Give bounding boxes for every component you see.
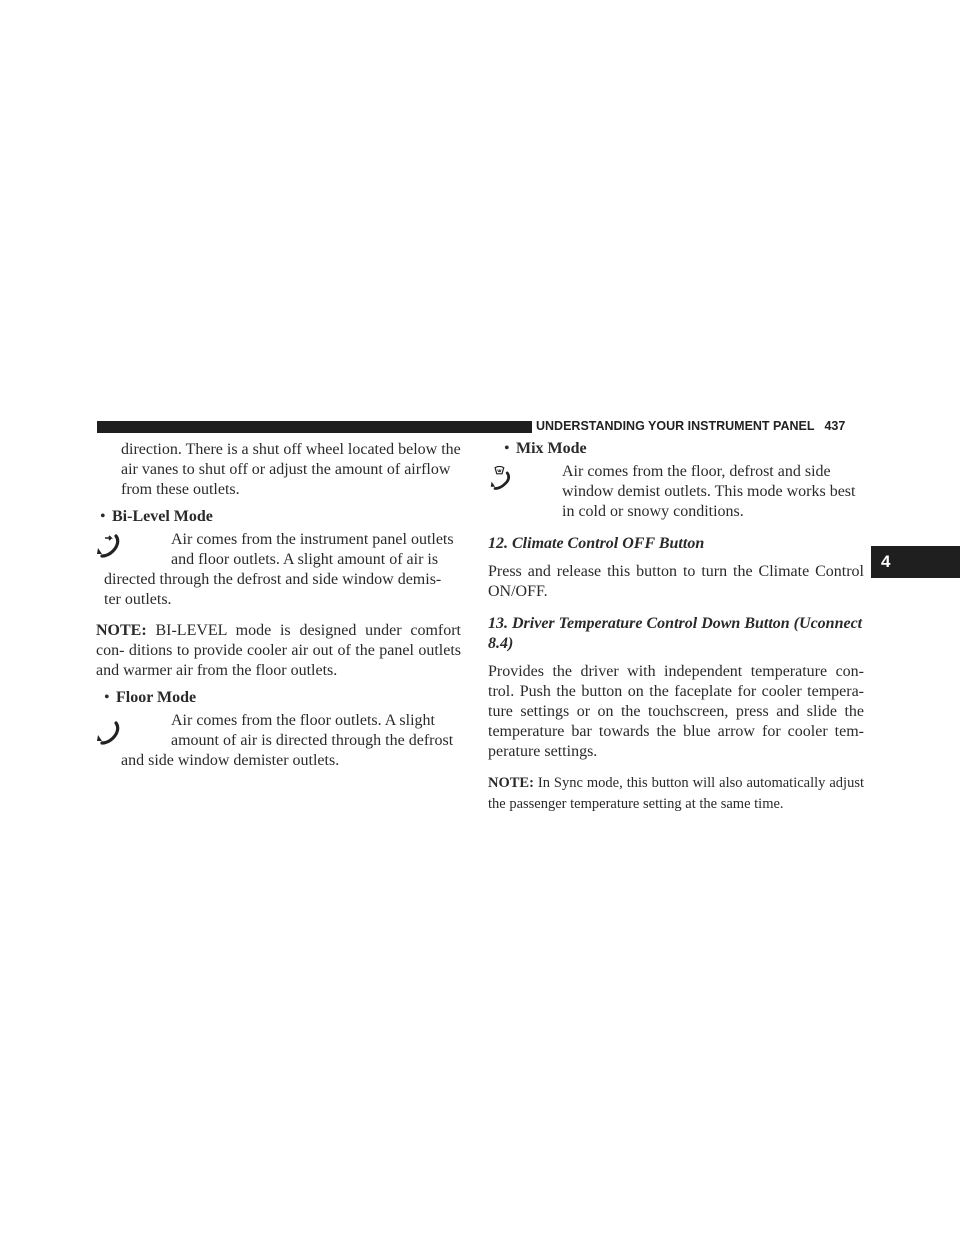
header-rule <box>97 421 532 433</box>
mix-title: Mix Mode <box>516 440 587 457</box>
floor-line-2: amount of air is directed through the defrost <box>171 732 454 749</box>
bilevel-line-2: and floor outlets. A slight amount of air is <box>171 551 439 568</box>
floor-title: Floor Mode <box>116 689 197 706</box>
note-sync-text: In Sync mode, this button will also automatically adjust the passenger temperature setting at the same time. <box>488 775 865 812</box>
page-number: 437 <box>824 419 846 433</box>
floor-block <box>96 711 461 771</box>
mix-bullet: • Mix Mode <box>504 440 587 457</box>
running-header <box>536 419 845 433</box>
floor-airflow-icon <box>96 721 124 747</box>
bilevel-line-4: ter outlets. <box>104 591 172 608</box>
floor-line-1: Air comes from the floor outlets. A slight <box>171 712 435 729</box>
right-column <box>488 440 864 815</box>
intro-line-2: air vanes to shut off or adjust the amount of airflow <box>121 461 451 478</box>
note-text: BI-LEVEL mode is designed under comfort con- ditions to provide cooler air out of the panel outlets and warmer air from the floor outlets. <box>96 622 461 679</box>
left-column <box>96 440 461 771</box>
bilevel-line-3: directed through the defrost and side window demis- <box>104 571 442 588</box>
floor-bullet: • Floor Mode <box>104 689 197 706</box>
note-sync-label: NOTE: <box>488 775 534 791</box>
header-title: UNDERSTANDING YOUR INSTRUMENT PANEL <box>536 419 815 433</box>
bilevel-title: Bi-Level Mode <box>112 508 213 525</box>
mix-block <box>488 462 864 522</box>
section-13-heading: 13. Driver Temperature Control Down Button (Uconnect 8.4) <box>488 615 863 652</box>
note-sync <box>488 773 864 815</box>
mix-airflow-icon <box>488 466 516 492</box>
bilevel-block <box>96 530 461 610</box>
section-13-text: Provides the driver with independent temperature con- trol. Push the button on the faceplate for cooler tempera- ture settings or on the touchscreen, press and slide the temperature bar towards the blue arrow for cooler tem- perature settings. <box>488 663 864 760</box>
mix-line-1: Air comes from the floor, defrost and side <box>562 463 831 480</box>
section-12-text: Press and release this button to turn the Climate Control ON/OFF. <box>488 563 864 600</box>
bilevel-line-1: Air comes from the instrument panel outlets <box>171 531 454 548</box>
mix-line-3: in cold or snowy conditions. <box>562 503 744 520</box>
mix-line-2: window demist outlets. This mode works best <box>562 483 856 500</box>
section-12-heading: 12. Climate Control OFF Button <box>488 535 705 552</box>
intro-line-1: direction. There is a shut off wheel located below the <box>121 441 461 458</box>
note-label: NOTE: <box>96 622 147 639</box>
floor-line-3: and side window demister outlets. <box>121 752 340 769</box>
bilevel-bullet: • Bi-Level Mode <box>100 508 213 525</box>
note-bilevel <box>96 621 461 681</box>
bilevel-airflow-icon <box>96 534 124 560</box>
chapter-tab: 4 <box>871 546 960 578</box>
intro-line-3: from these outlets. <box>121 481 240 498</box>
